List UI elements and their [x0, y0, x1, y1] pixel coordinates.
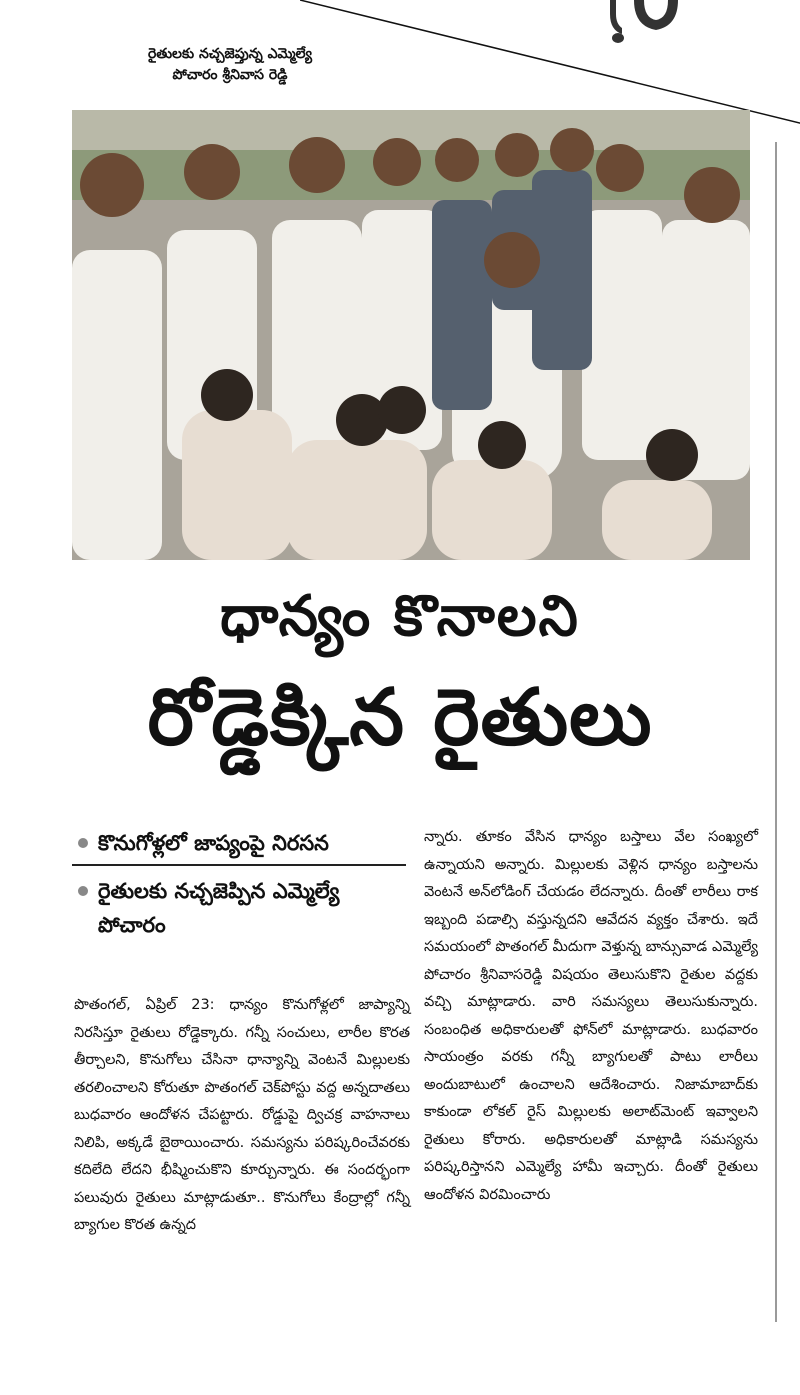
highlights [72, 826, 412, 942]
news-photo [72, 110, 750, 560]
photo-caption [110, 44, 350, 86]
highlight-divider [72, 864, 406, 866]
headline-main: రోడ్డెక్కిన రైతులు [147, 673, 653, 763]
highlight-text: రైతులకు నచ్చజెప్పిన ఎమ్మెల్యే పోచారం [98, 879, 340, 937]
bullet-dot-icon [78, 838, 88, 848]
highlight-item [72, 874, 412, 942]
article-column-left: పొతంగల్, ఏప్రిల్ 23: ధాన్యం కొనుగోళ్లలో జాప్యాన్ని నిరసిస్తూ రైతులు రోడ్డెక్కారు. గన్నీ సంచులు, లారీల కొరత తీర్చాలని, కొనుగోలు చేసినా ధాన్యాన్ని వెంటనే మిల్లులకు తరలించాలని కోరుతూ పొతంగల్ చెక్‌పోస్టు వద్ద అన్నదాతలు బుధవారం ఆందోళన చేపట్టారు. రోడ్డుపై ద్విచక్ర వాహనాలు నిలిపి, అక్కడే బైఠాయించారు. సమస్యను పరిష్కరించేవరకు కదిలేది లేదని భీష్మించుకొని కూర్చున్నారు. ఈ సందర్భంగా పలువురు రైతులు మాట్లాడుతూ.. కొనుగోలు కేంద్రాల్లో గన్నీ బ్యాగుల కొరత ఉన్నద [74, 997, 410, 1233]
highlight-item [72, 826, 412, 860]
photo-crowd-illustration [72, 110, 750, 560]
caption-line-2: పోచారం శ్రీనివాస రెడ్డి [172, 67, 288, 83]
column-rule [775, 142, 777, 1322]
caption-line-1: రైతులకు నచ్చజెప్తున్న ఎమ్మెల్యే [148, 46, 312, 62]
bullet-dot-icon [78, 886, 88, 896]
article-column-right: న్నారు. తూకం వేసిన ధాన్యం బస్తాలు వేల సంఖ్యలో ఉన్నాయని అన్నారు. మిల్లులకు వెళ్లిన ధాన్యం బస్తాలను వెంటనే అన్‌లోడింగ్ చేయడం లేదన్నారు. దీంతో లారీలు రాక ఇబ్బంది పడాల్సి వస్తున్నదని ఆవేదన వ్యక్తం చేశారు. ఇదే సమయంలో పొతంగల్ మీదుగా వెళ్తున్న బాన్సువాడ ఎమ్మెల్యే పోచారం శ్రీనివాసరెడ్డి విషయం తెలుసుకొని రైతుల వద్దకు వచ్చి మాట్లాడారు. వారి సమస్యలు తెలుసుకున్నారు. సంబంధిత అధికారులతో ఫోన్‌లో మాట్లాడారు. బుధవారం సాయంత్రం వరకు గన్నీ బ్యాగులతో పాటు లారీలు అందుబాటులో ఉంచాలని ఆదేశించారు. నిజామాబాద్‌కు కాకుండా లోకల్ రైస్ మిల్లులకు అలాట్‌మెంట్ ఇవ్వాలని రైతులు కోరారు. అధికారులతో మాట్లాడి సమస్యను పరిష్కరిస్తానని ఎమ్మెల్యే హామీ ఇచ్చారు. దీంతో రైతులు ఆందోళన విరమించారు [424, 829, 758, 1203]
headline-kicker: ధాన్యం కొనాలని [220, 584, 580, 649]
highlight-text: కొనుగోళ్లలో జాప్యంపై నిరసన [98, 831, 329, 855]
